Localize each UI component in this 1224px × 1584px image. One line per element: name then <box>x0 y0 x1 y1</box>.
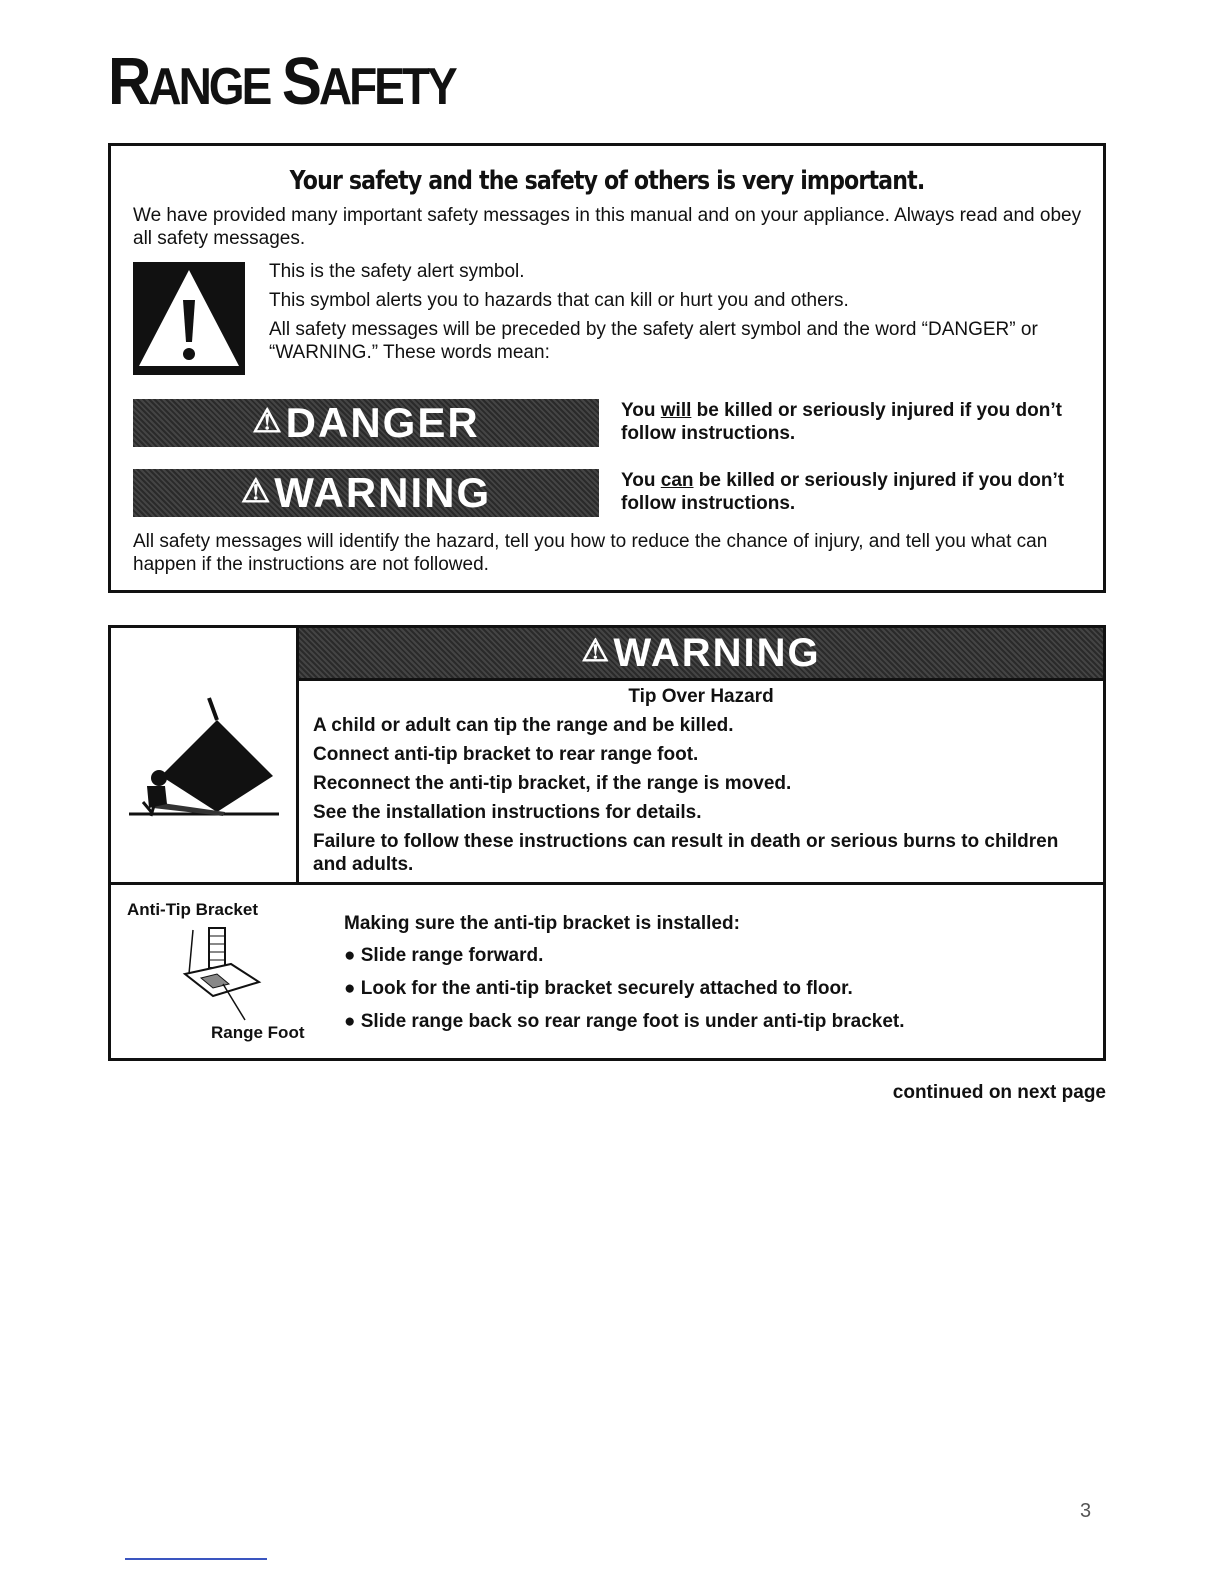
hazard-line: A child or adult can tip the range and be killed. <box>313 715 734 736</box>
install-check-heading: Making sure the anti-tip bracket is installed: <box>344 913 740 934</box>
list-item: ● Slide range forward. <box>344 945 544 966</box>
safety-alert-icon <box>133 262 245 375</box>
range-foot-label: Range Foot <box>211 1023 305 1042</box>
alert-triangle-icon: ⚠ <box>240 472 273 509</box>
safety-headline: Your safety and the safety of others is very important. <box>289 166 925 196</box>
danger-definition: You will be killed or seriously injured if you don’t follow instructions. <box>621 400 1062 444</box>
hazard-line: Connect anti-tip bracket to rear range foot. <box>313 744 699 765</box>
list-item: ● Slide range back so rear range foot is under anti-tip bracket. <box>344 1011 905 1032</box>
tip-hazard-title: Tip Over Hazard <box>628 686 774 707</box>
hazard-line: Reconnect the anti-tip bracket, if the range is moved. <box>313 773 792 794</box>
alert-triangle-icon: ⚠ <box>252 402 284 439</box>
tip-over-warning-box <box>108 625 1106 1061</box>
list-item: ● Look for the anti-tip bracket securely attached to floor. <box>344 978 853 999</box>
safety-intro-box <box>108 143 1106 593</box>
install-check-steps <box>344 944 905 1043</box>
anti-tip-bracket-illustration <box>171 924 271 1024</box>
tip-warning-banner: ⚠ WARNING <box>299 628 1103 678</box>
divider <box>111 882 1103 885</box>
anti-tip-bracket-label: Anti-Tip Bracket <box>127 900 258 919</box>
page-title: RANGE SAFETY <box>108 43 455 119</box>
page-number: 3 <box>1080 1500 1092 1522</box>
danger-banner: ⚠ DANGER <box>133 399 599 447</box>
intro-paragraph: We have provided many important safety messages in this manual and on your appliance. Always read and obey all safety messages. <box>133 205 1082 249</box>
alert-line: This is the safety alert symbol. <box>269 261 525 282</box>
continued-note: continued on next page <box>892 1082 1106 1103</box>
alert-triangle-icon: ⚠ <box>581 633 612 668</box>
hazard-line: Failure to follow these instructions can result in death or serious burns to children and adults. <box>313 831 1059 875</box>
divider <box>299 678 1103 681</box>
warning-banner: ⚠ WARNING <box>133 469 599 517</box>
footer-rule <box>125 1558 267 1560</box>
alert-line: This symbol alerts you to hazards that can kill or hurt you and others. <box>269 290 849 311</box>
warning-definition: You can be killed or seriously injured if you don’t follow instructions. <box>621 470 1065 514</box>
alert-symbol-explanation <box>269 260 1089 370</box>
hazard-line: See the installation instructions for details. <box>313 802 702 823</box>
intro-footer: All safety messages will identify the hazard, tell you how to reduce the chance of injury, and tell you what can happen if the instructions are not followed. <box>133 531 1048 575</box>
alert-line: All safety messages will be preceded by the safety alert symbol and the word “DANGER” or “WARNING.” These words mean: <box>269 319 1038 363</box>
tip-over-illustration <box>125 690 283 822</box>
tip-hazard-lines <box>313 714 1093 882</box>
